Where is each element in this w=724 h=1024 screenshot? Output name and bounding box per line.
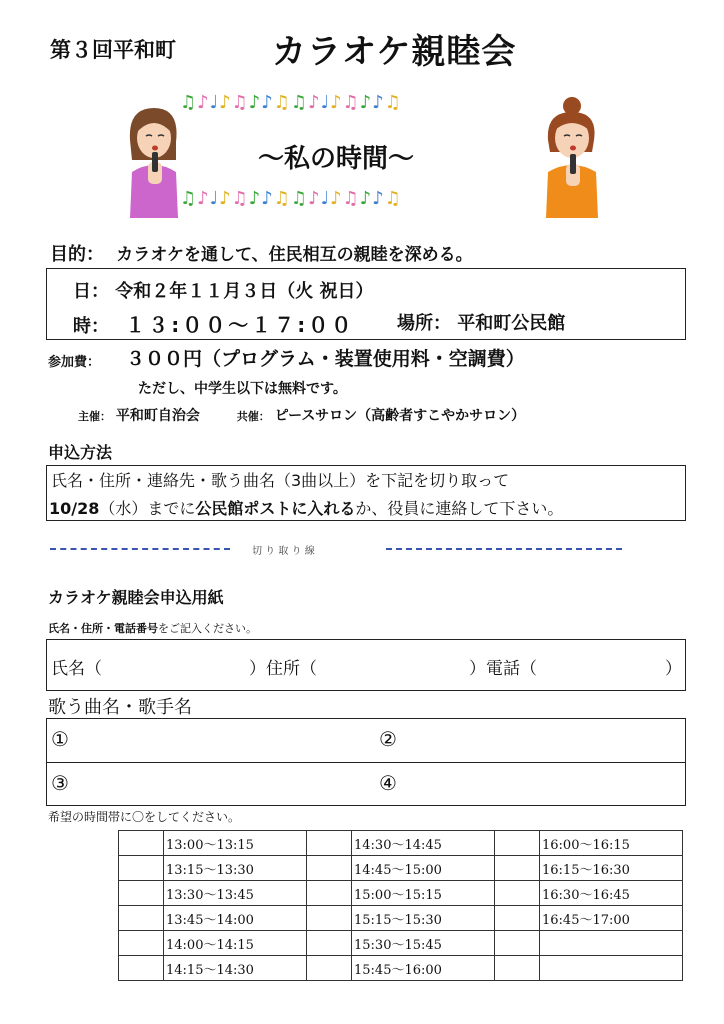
song-field-2[interactable]: ② <box>379 727 397 751</box>
purpose-label: 目的： <box>50 244 104 265</box>
apply-deadline-day: （水）までに <box>99 499 196 518</box>
time-instruction: 希望の時間帯に〇をしてください。 <box>48 810 241 824</box>
time-slot-checkbox[interactable] <box>119 931 164 956</box>
fee-amount: ３００円（プログラム・装置使用料・空調費） <box>126 348 525 370</box>
close-paren: ） <box>665 659 682 679</box>
time-slot-label: 14:30～14:45 <box>352 831 495 856</box>
music-note-icon: ♪ <box>308 92 320 113</box>
music-note-icon: ♫ <box>290 188 308 209</box>
time-slot-checkbox[interactable] <box>119 856 164 881</box>
time-slot-label: 16:45～17:00 <box>540 906 683 931</box>
music-note-icon: ♩ <box>320 92 330 113</box>
time-slot-label <box>540 931 683 956</box>
contact-field-box[interactable] <box>46 639 686 691</box>
music-note-icon: ♪ <box>219 188 231 209</box>
host-name: 平和町自治会 <box>115 408 200 424</box>
music-note-icon: ♫ <box>273 92 290 113</box>
cut-line-left <box>50 548 230 550</box>
form-heading: カラオケ親睦会申込用紙 <box>48 588 224 607</box>
time-slot-checkbox[interactable] <box>307 881 352 906</box>
music-note-icon: ♫ <box>180 188 197 209</box>
song-field-3[interactable]: ③ <box>51 771 69 795</box>
purpose-text: カラオケを通して、住民相互の親睦を深める。 <box>116 245 473 265</box>
music-note-icon: ♪ <box>330 92 342 113</box>
time-slot-label: 13:00～13:15 <box>164 831 307 856</box>
apply-rest: か、役員に連絡して下さい。 <box>355 499 564 518</box>
time-slot-checkbox[interactable] <box>307 956 352 981</box>
table-row <box>119 956 683 981</box>
music-note-icon: ♪ <box>197 92 209 113</box>
music-note-icon: ♫ <box>342 92 359 113</box>
music-notes-bottom <box>180 188 540 209</box>
time-slot-checkbox[interactable] <box>495 856 540 881</box>
table-row <box>119 906 683 931</box>
cut-line-right <box>386 548 622 550</box>
time-slot-checkbox[interactable] <box>119 831 164 856</box>
place-row <box>397 309 565 335</box>
time-slot-label: 15:30～15:45 <box>352 931 495 956</box>
music-note-icon: ♪ <box>372 188 384 209</box>
song-row-divider <box>47 762 685 763</box>
apply-deadline-date: 10/28 <box>49 499 100 518</box>
time-slot-label: 15:15～15:30 <box>352 906 495 931</box>
place-value: 平和町公民館 <box>457 313 566 334</box>
time-slot-label: 13:15～13:30 <box>164 856 307 881</box>
music-note-icon: ♩ <box>209 188 219 209</box>
music-note-icon: ♫ <box>384 188 401 209</box>
time-slot-label: 13:45～14:00 <box>164 906 307 931</box>
fee-note: ただし、中学生以下は無料です。 <box>138 381 347 397</box>
organizers-line <box>78 405 525 425</box>
time-slot-label <box>540 956 683 981</box>
music-note-icon: ♪ <box>359 92 372 113</box>
singer-right-illustration <box>534 96 606 218</box>
music-notes-top <box>180 92 540 113</box>
phone-label: ）電話（ <box>469 659 537 679</box>
music-note-icon: ♫ <box>384 92 401 113</box>
apply-line1: 氏名・住所・連絡先・歌う曲名（3曲以上）を下記を切り取って <box>51 471 510 490</box>
music-note-icon: ♫ <box>342 188 359 209</box>
cohost-label: 共催： <box>236 410 270 423</box>
music-note-icon: ♪ <box>359 188 372 209</box>
time-slot-checkbox[interactable] <box>495 881 540 906</box>
date-row <box>73 277 374 303</box>
music-note-icon: ♫ <box>290 92 308 113</box>
time-slot-checkbox[interactable] <box>495 831 540 856</box>
music-note-icon: ♪ <box>261 92 273 113</box>
time-slot-label: 16:15～16:30 <box>540 856 683 881</box>
form-instruction-rest: をご記入ください。 <box>158 622 257 635</box>
time-slot-checkbox[interactable] <box>307 831 352 856</box>
cohost-name: ピースサロン（高齢者すこやかサロン） <box>274 408 526 424</box>
time-slot-checkbox[interactable] <box>307 931 352 956</box>
name-label: 氏名（ <box>51 659 102 679</box>
music-note-icon: ♪ <box>197 188 209 209</box>
time-label: 時： <box>73 316 109 337</box>
time-slot-label: 15:00～15:15 <box>352 881 495 906</box>
page-title: カラオケ親睦会 <box>272 32 517 72</box>
banner-subtitle: ～私の時間～ <box>258 144 415 174</box>
time-slot-checkbox[interactable] <box>119 906 164 931</box>
music-note-icon: ♪ <box>261 188 273 209</box>
music-note-icon: ♫ <box>231 92 248 113</box>
music-note-icon: ♪ <box>330 188 342 209</box>
cut-line-label: 切 り 取 り 線 <box>252 546 315 557</box>
music-note-icon: ♪ <box>308 188 320 209</box>
time-slot-checkbox[interactable] <box>307 906 352 931</box>
song-field-4[interactable]: ④ <box>379 771 397 795</box>
music-note-icon: ♫ <box>231 188 248 209</box>
time-slot-checkbox[interactable] <box>495 906 540 931</box>
music-note-icon: ♪ <box>248 92 261 113</box>
time-slot-label: 14:15～14:30 <box>164 956 307 981</box>
host-label: 主催： <box>78 410 111 423</box>
singer-left-illustration <box>118 102 188 218</box>
songs-heading: 歌う曲名・歌手名 <box>48 697 192 718</box>
time-slot-table <box>118 830 683 981</box>
apply-dropoff: 公民館ポストに入れる <box>195 499 356 518</box>
table-row <box>119 881 683 906</box>
music-note-icon: ♪ <box>372 92 384 113</box>
form-instruction <box>48 620 257 636</box>
table-row <box>119 931 683 956</box>
purpose-line <box>50 240 473 266</box>
music-note-icon: ♫ <box>273 188 290 209</box>
date-label: 日： <box>73 281 109 302</box>
time-slot-checkbox[interactable] <box>119 881 164 906</box>
table-row <box>119 831 683 856</box>
time-slot-label: 16:00～16:15 <box>540 831 683 856</box>
music-note-icon: ♩ <box>320 188 330 209</box>
place-label: 場所： <box>397 313 451 334</box>
time-slot-label: 14:45～15:00 <box>352 856 495 881</box>
time-slot-label: 16:30～16:45 <box>540 881 683 906</box>
time-slot-checkbox[interactable] <box>307 856 352 881</box>
music-note-icon: ♪ <box>248 188 261 209</box>
time-row <box>73 309 354 338</box>
songs-box <box>46 718 686 806</box>
music-note-icon: ♪ <box>219 92 231 113</box>
edition-label: 第３回平和町 <box>50 38 176 62</box>
time-slot-checkbox[interactable] <box>495 956 540 981</box>
banner <box>110 90 610 220</box>
time-slot-checkbox[interactable] <box>119 956 164 981</box>
address-label: ）住所（ <box>249 659 317 679</box>
time-value: １３:００～１７:００ <box>125 313 355 337</box>
time-slot-label: 15:45～16:00 <box>352 956 495 981</box>
event-info-box <box>46 268 686 340</box>
table-row <box>119 856 683 881</box>
fee-label: 参加費： <box>48 355 101 370</box>
song-field-1[interactable]: ① <box>51 727 69 751</box>
form-instruction-bold: 氏名・住所・電話番号 <box>48 622 158 635</box>
apply-line2 <box>49 496 563 519</box>
time-slot-label: 14:00～14:15 <box>164 931 307 956</box>
date-value: 令和２年１１月３日（火 祝日） <box>115 281 374 302</box>
music-note-icon: ♩ <box>209 92 219 113</box>
time-slot-label: 13:30～13:45 <box>164 881 307 906</box>
music-note-icon: ♫ <box>180 92 197 113</box>
apply-heading: 申込方法 <box>48 443 113 462</box>
apply-box <box>46 465 686 521</box>
time-slot-checkbox[interactable] <box>495 931 540 956</box>
